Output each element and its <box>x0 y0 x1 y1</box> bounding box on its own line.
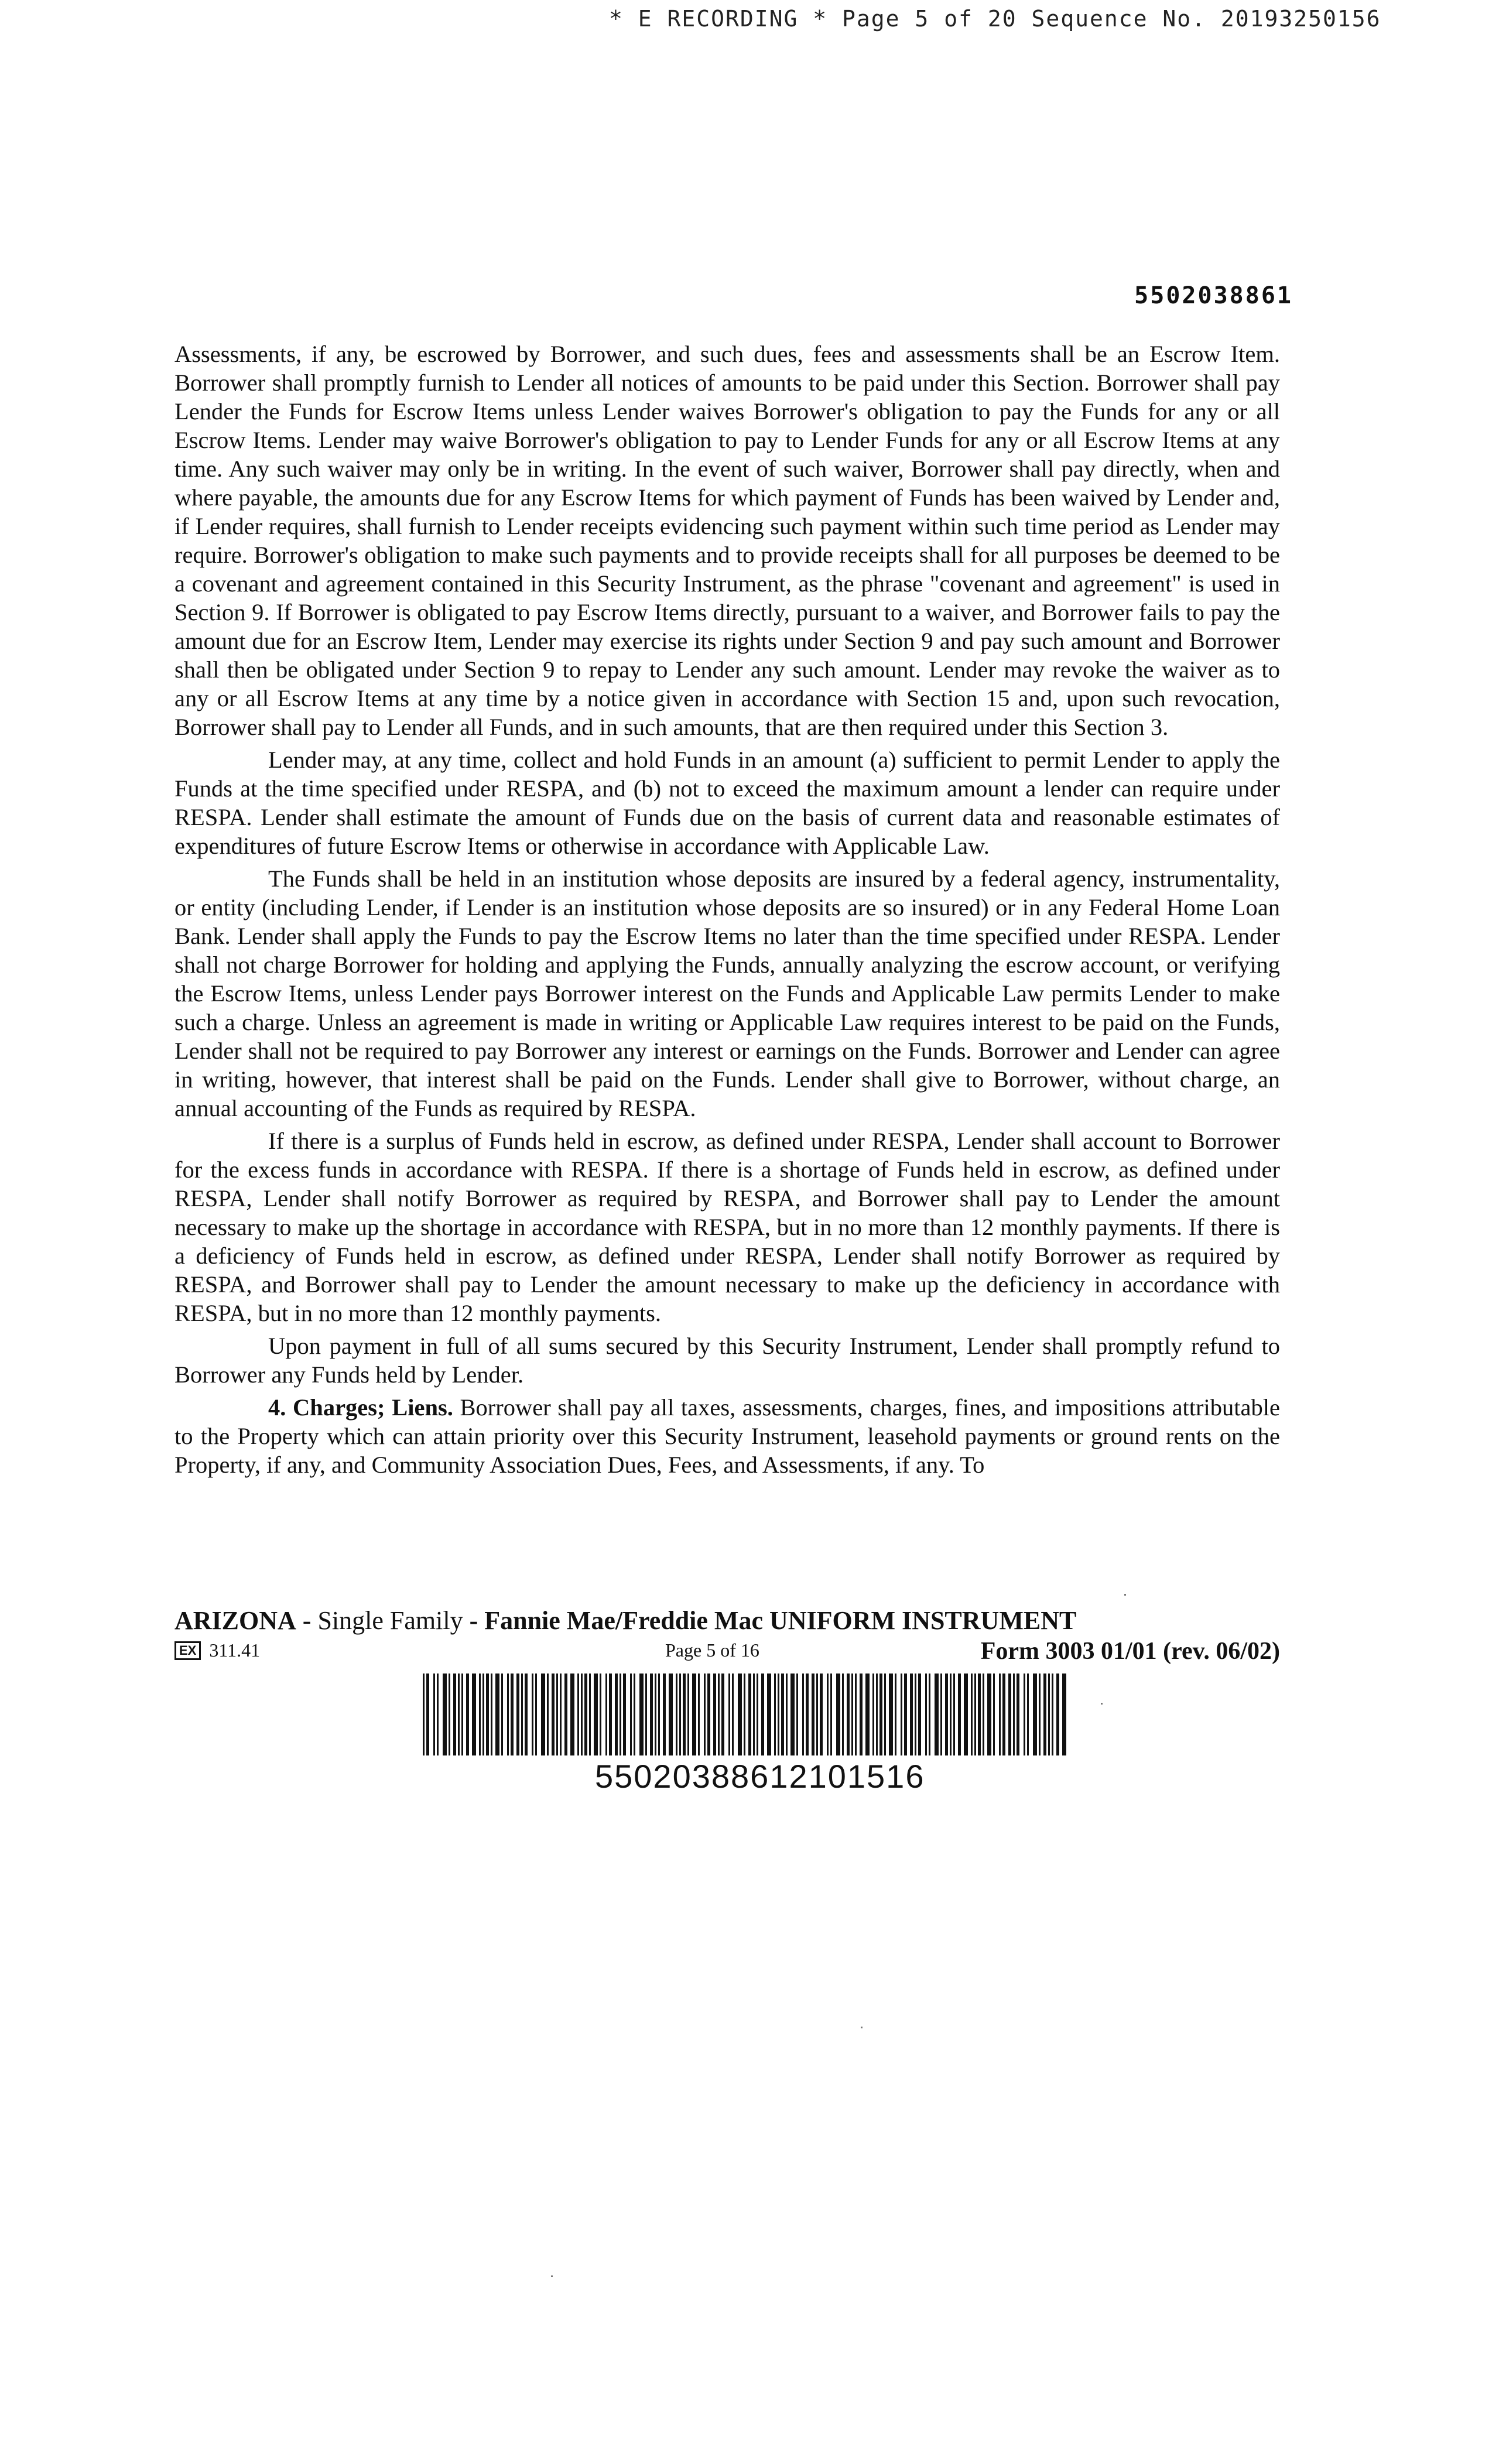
form-footer <box>174 1637 1280 1666</box>
paragraph-lender-collect-funds: Lender may, at any time, collect and hold Funds in an amount (a) sufficient to permit Lender to apply the Funds at the time specified under RESPA, and (b) not to exceed the maximum amount a lender can require under RESPA. Lender shall estimate the amount of Funds due on the basis of current data and reasonable estimates of expenditures of future Escrow Items or otherwise in accordance with Applicable Law. <box>174 747 1280 859</box>
scan-speck <box>861 2027 863 2028</box>
ex-logo-icon: EX <box>174 1641 201 1660</box>
form-family: Single Family <box>317 1606 463 1635</box>
page-number: Page 5 of 16 <box>665 1640 759 1661</box>
scan-speck <box>1124 1594 1126 1596</box>
section-4-charges-liens <box>174 1393 1280 1479</box>
form-code-group <box>174 1640 260 1661</box>
form-instrument: Fannie Mae/Freddie Mac UNIFORM INSTRUMENT <box>484 1606 1077 1635</box>
form-title-separator: - <box>296 1606 318 1635</box>
form-title <box>174 1606 1076 1635</box>
document-body <box>174 340 1280 1483</box>
recording-header: * E RECORDING * Page 5 of 20 Sequence No. 20193250156 <box>609 6 1381 32</box>
paragraph-funds-held: The Funds shall be held in an institution whose deposits are insured by a federal agency, instrumentality, or entity (including Lender, if Lender is an institution whose deposits are so insured) or in any Federal Home Loan Bank. Lender shall apply the Funds to pay the Escrow Items no later than the time specified under RESPA. Lender shall not charge Borrower for holding and applying the Funds, annually analyzing the escrow account, or verifying the Escrow Items, unless Lender pays Borrower interest on the Funds and Applicable Law permits Lender to make such a charge. Unless an agreement is made in writing or Applicable Law requires interest to be paid on the Funds, Lender shall not be required to pay Borrower any interest or earnings on the Funds. Borrower and Lender can agree in writing, however, that interest shall be paid on the Funds. Lender shall give to Borrower, without charge, an annual accounting of the Funds as required by RESPA. <box>174 865 1280 1121</box>
paragraph-escrow-waiver: Assessments, if any, be escrowed by Borrower, and such dues, fees and assessments shall be an Escrow Item. Borrower shall promptly furnish to Lender all notices of amounts to be paid under this Section. Borrower shall pay Lender the Funds for Escrow Items unless Lender waives Borrower's obligation to pay the Funds for any or all Escrow Items. Lender may waive Borrower's obligation to pay to Lender Funds for any or all Escrow Items at any time. Any such waiver may only be in writing. In the event of such waiver, Borrower shall pay directly, when and where payable, the amounts due for any Escrow Items for which payment of Funds has been waived by Lender and, if Lender requires, shall furnish to Lender receipts evidencing such payment within such time period as Lender may require. Borrower's obligation to make such payments and to provide receipts shall for all purposes be deemed to be a covenant and agreement contained in this Security Instrument, as the phrase "covenant and agreement" is used in Section 9. If Borrower is obligated to pay Escrow Items directly, pursuant to a waiver, and Borrower fails to pay the amount due for an Escrow Item, Lender may exercise its rights under Section 9 and pay such amount and Borrower shall then be obligated under Section 9 to repay to Lender any such amount. Lender may revoke the waiver as to any or all Escrow Items at any time by a notice given in accordance with Section 15 and, upon such revocation, Borrower shall pay to Lender all Funds, and in such amounts, that are then required under this Section 3. <box>174 341 1280 740</box>
section-4-text: Borrower shall pay all taxes, assessments, charges, fines, and impositions attributable to the Property which can attain priority over this Security Instrument, leasehold payments or ground rents on the Property, if any, and Community Association Dues, Fees, and Assessments, if any. To <box>174 1394 1281 1478</box>
barcode-number: 55020388612101516 <box>595 1758 925 1795</box>
form-code: 311.41 <box>209 1640 261 1661</box>
paragraph-refund: Upon payment in full of all sums secured by this Security Instrument, Lender shall promptly refund to Borrower any Funds held by Lender. <box>174 1333 1280 1388</box>
form-state: ARIZONA <box>174 1606 296 1635</box>
form-number: Form 3003 01/01 (rev. 06/02) <box>980 1638 1280 1665</box>
loan-number: 5502038861 <box>1134 282 1293 309</box>
scan-speck <box>551 2275 553 2277</box>
barcode-image <box>419 1674 1069 1755</box>
scan-speck <box>1101 1703 1103 1705</box>
paragraph-surplus-shortage: If there is a surplus of Funds held in escrow, as defined under RESPA, Lender shall account to Borrower for the excess funds in accordance with RESPA. If there is a shortage of Funds held in escrow, as defined under RESPA, Lender shall notify Borrower as required by RESPA, and Borrower shall pay to Lender the amount necessary to make up the shortage in accordance with RESPA, but in no more than 12 monthly payments. If there is a deficiency of Funds held in escrow, as defined under RESPA, Lender shall notify Borrower as required by RESPA, and Borrower shall pay to Lender the amount necessary to make up the deficiency in accordance with RESPA, but in no more than 12 monthly payments. <box>174 1128 1280 1326</box>
form-title-separator: - <box>463 1606 485 1635</box>
section-4-heading: 4. Charges; Liens. <box>268 1394 453 1421</box>
